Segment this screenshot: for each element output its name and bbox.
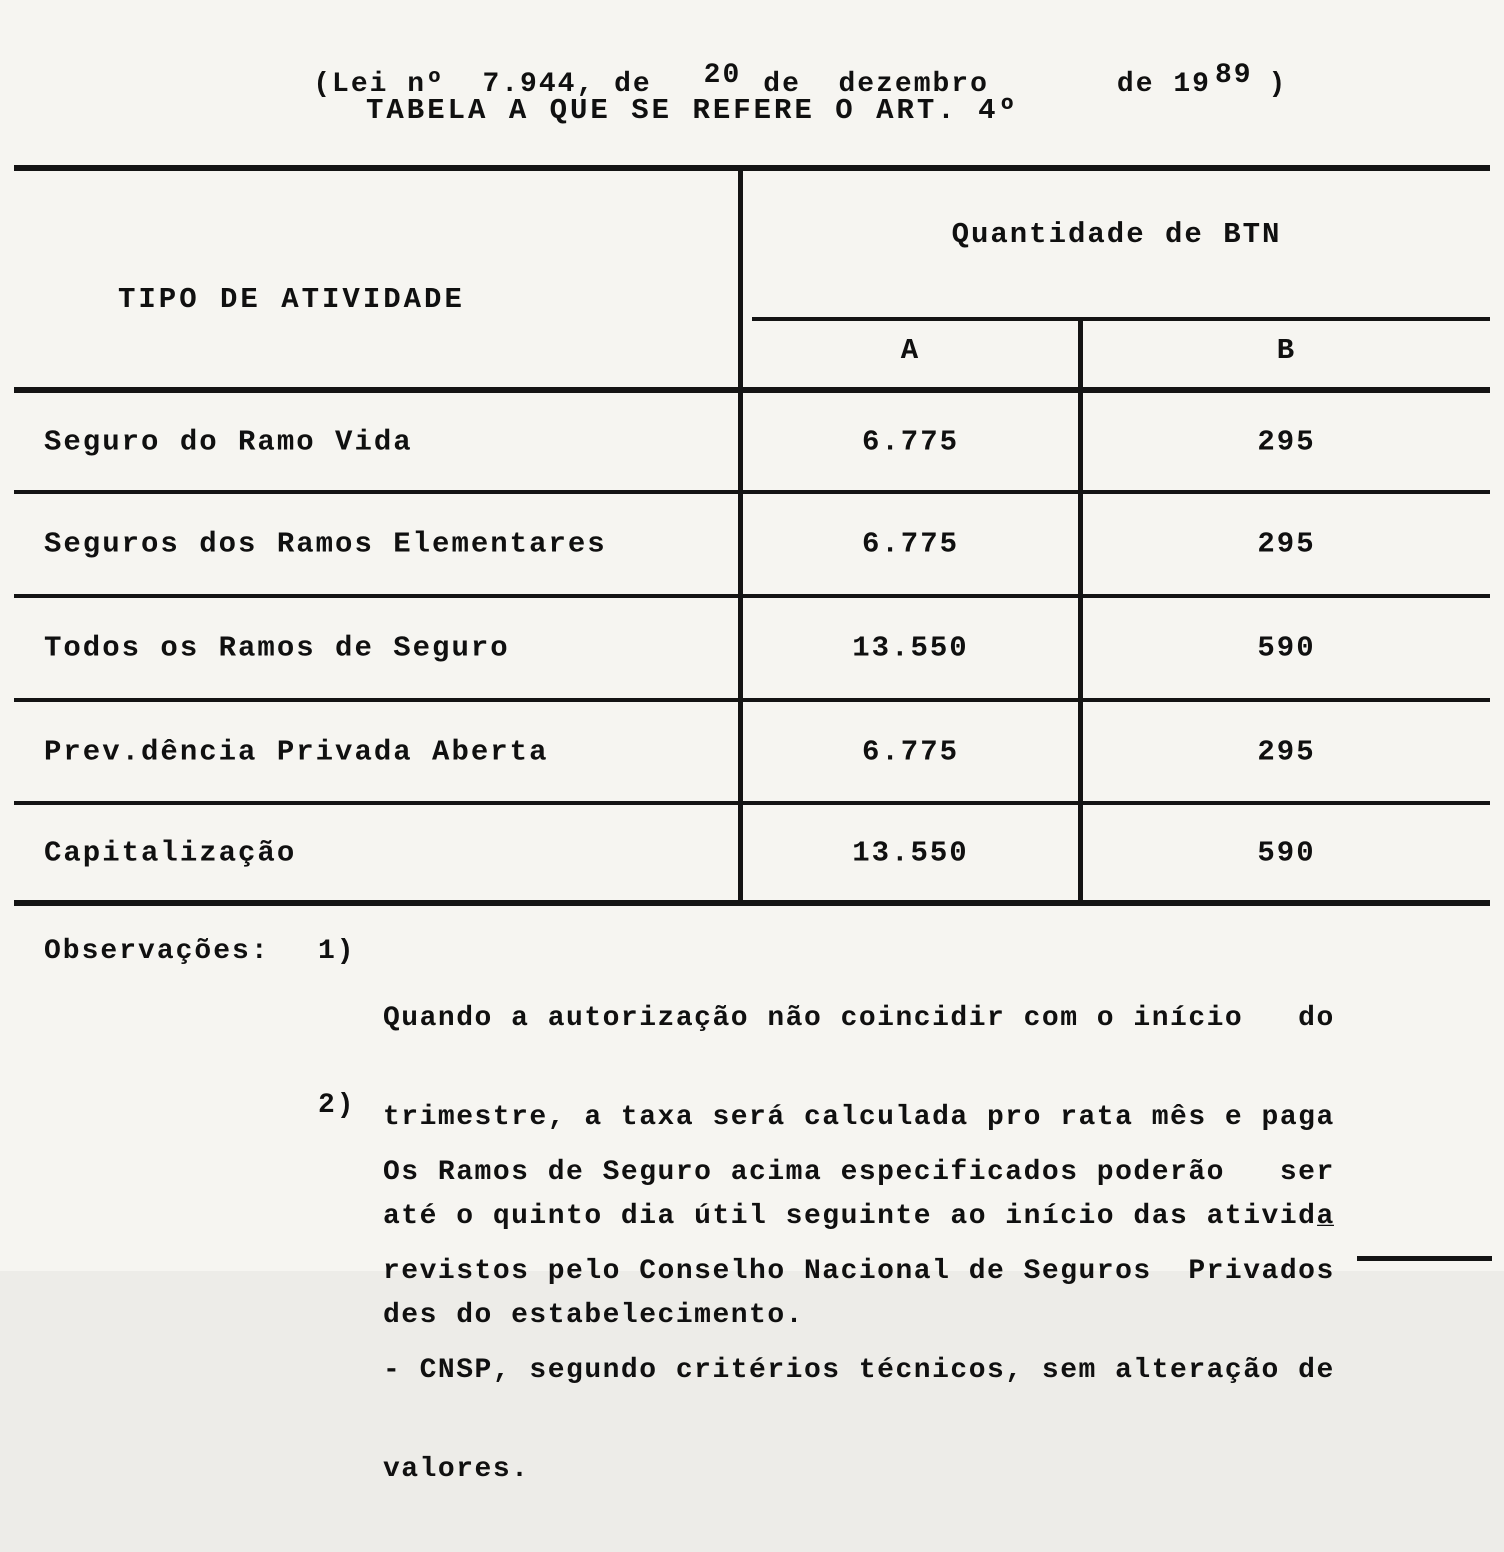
value-a-cell: 6.775 [861,425,959,458]
activity-cell: Prev.dência Privada Aberta [44,735,549,768]
activity-cell: Seguro do Ramo Vida [44,425,413,458]
law-close-paren: ) [1268,69,1288,100]
value-a-cell: 6.775 [861,527,959,561]
observation-1-line: trimestre, a taxa será calculada pro rata mês e paga [383,1102,1335,1133]
column-header-b: B [1276,334,1297,367]
observation-1-number: 1) [318,936,356,967]
value-b-cell: 590 [1257,836,1316,869]
value-b-cell: 295 [1257,527,1316,561]
observation-2-number: 2) [318,1090,356,1121]
observation-1-line: Quando a autorização não coincidir com o início do [383,1003,1335,1034]
observation-2-text [383,1090,1335,1552]
activity-cell: Seguros dos Ramos Elementares [44,527,607,561]
column-header-activity: TIPO DE ATIVIDADE [118,283,465,316]
table-row [0,805,1504,900]
scan-artifact-line [1357,1256,1492,1261]
observations-label: Observações: [44,936,270,967]
observation-1-line: des do estabelecimento. [383,1300,804,1331]
law-part2: de dezembro [763,69,989,100]
table-row [0,494,1504,594]
activity-cell: Todos os Ramos de Seguro [44,631,510,665]
btn-header-underline [752,317,1490,321]
value-b-cell: 295 [1257,425,1316,458]
table-row [0,598,1504,698]
table-border-bottom [14,900,1490,906]
law-part3: de 19 [1116,69,1211,100]
page-title: TABELA A QUE SE REFERE O ART. 4º [366,94,1019,127]
observation-2-line: valores. [383,1454,530,1485]
value-a-cell: 6.775 [861,735,959,768]
column-header-a: A [900,334,921,367]
value-a-cell: 13.550 [852,836,969,869]
value-b-cell: 590 [1257,631,1316,665]
table-row [0,393,1504,490]
table-row [0,702,1504,801]
observation-2-line: - CNSP, segundo critérios técnicos, sem alteração de [383,1355,1335,1386]
observation-2-line: revistos pelo Conselho Nacional de Seguros Privados [383,1256,1335,1287]
law-part1: (Lei nº 7.944, de [313,69,652,100]
activity-cell: Capitalização [44,836,297,869]
observation-2-line: Os Ramos de Seguro acima especificados poderão ser [383,1157,1335,1188]
value-b-cell: 295 [1257,735,1316,768]
observation-1-line: até o quinto dia útil seguinte ao início das ativida̲ [383,1201,1335,1232]
law-day: 20 [703,60,742,91]
value-a-cell: 13.550 [852,631,969,665]
column-header-btn: Quantidade de BTN [951,218,1282,251]
law-year: 89 [1214,60,1253,91]
table-border-top [14,165,1490,171]
